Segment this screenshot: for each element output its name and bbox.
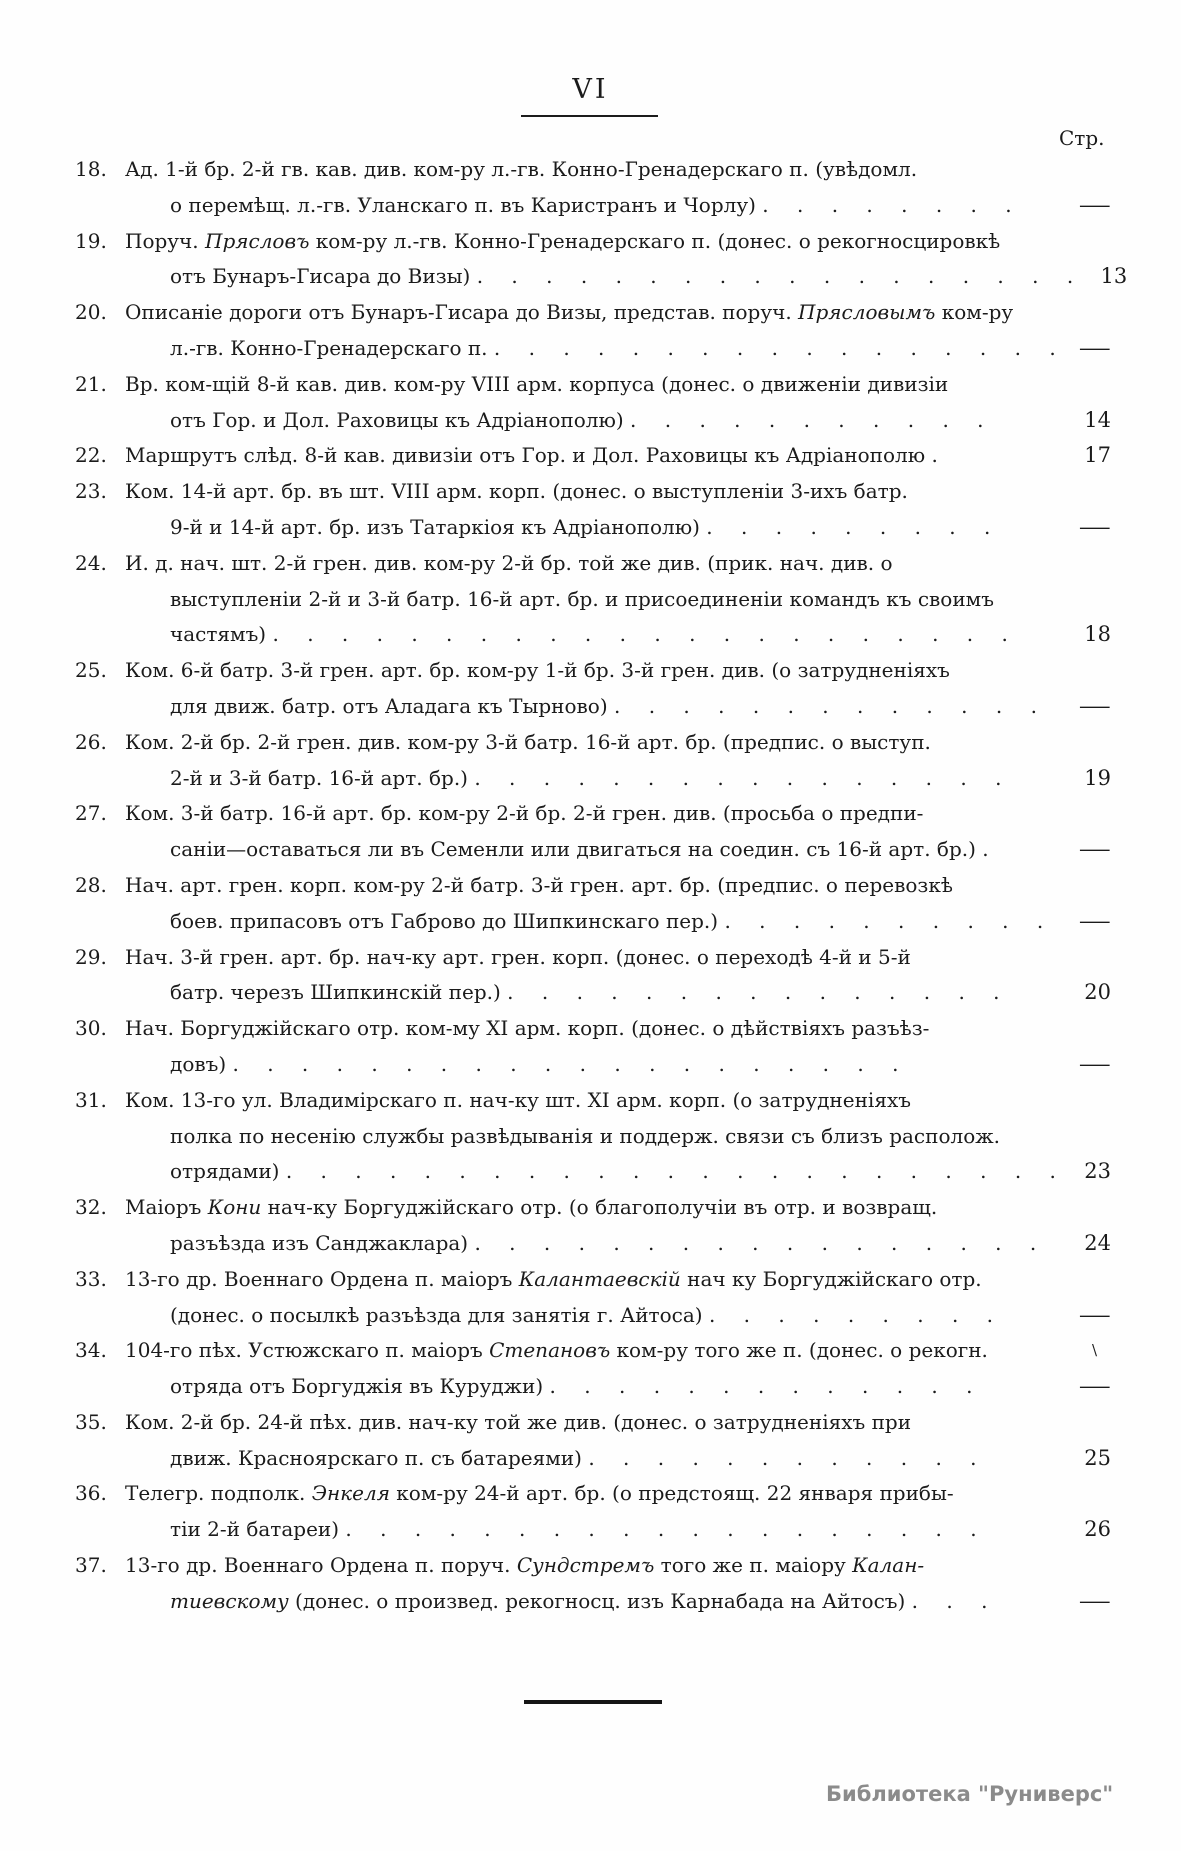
header-rule: [521, 115, 658, 117]
entry-text: [125, 224, 1073, 296]
entry-page: [1057, 1190, 1115, 1262]
entry-number: 25.: [75, 658, 107, 683]
entry-text: [125, 1011, 1057, 1083]
watermark: Библиотека "Руниверс": [826, 1782, 1114, 1806]
entry-line: [125, 868, 1057, 904]
text-segment: И. д. нач. шт. 2-й грен. див. ком-ру 2-й бр. той же див. (прик. нач. див. о: [125, 550, 893, 575]
entry-line: [125, 403, 1057, 439]
entry-line: [125, 796, 1057, 832]
entry-page: [1057, 1262, 1115, 1334]
entry-line: [125, 546, 1057, 582]
entry-page: [1057, 1548, 1115, 1620]
text-segment: Ком. 13-го ул. Владимірскаго п. нач-ку шт. XI арм. корп. (о затрудненіяхъ: [125, 1087, 911, 1112]
dot-leader: . . . . . . . . . . . . . . . . . . . . . .: [272, 622, 1008, 647]
text-segment: полка по несенію службы развѣдыванія и поддерж. связи съ близъ располож.: [170, 1123, 1001, 1148]
page-number: —: [1078, 693, 1111, 718]
text-segment: ком-ру 24-й арт. бр. (о предстоящ. 22 января прибы-: [389, 1481, 954, 1506]
entry-text: [125, 1405, 1057, 1477]
entry-line: [125, 1512, 1057, 1548]
text-segment: Ком. 14-й арт. бр. въ шт. VIII арм. корп. (донес. о выступленіи 3-ихъ батр.: [125, 479, 908, 504]
entry-number: 30.: [75, 1016, 107, 1041]
entry-page: [1057, 1405, 1115, 1477]
italic-name: Прясловъ: [205, 228, 310, 253]
entry-line: [125, 1548, 1057, 1584]
text-segment: Маршрутъ слѣд. 8-й кав. дивизіи отъ Гор. и Дол. Раховицы къ Адріанополю .: [125, 443, 938, 468]
entry-line: [125, 1226, 1057, 1262]
entry-line: [125, 832, 1057, 868]
entry-number: 27.: [75, 801, 107, 826]
dot-leader: . . . . . . . . . . . . . . .: [507, 980, 1000, 1005]
entry-page: [1057, 725, 1115, 797]
entry-line: [125, 1298, 1057, 1334]
entry-line: [125, 259, 1073, 295]
entry-text: [125, 1548, 1057, 1620]
entry-number: 28.: [75, 872, 107, 897]
entry-number: 23.: [75, 479, 107, 504]
entry-line: [125, 1584, 1057, 1620]
entry-line: [125, 653, 1057, 689]
entry-line: [125, 975, 1057, 1011]
dot-leader: . . . . . . . . . . . . . . . . . .: [476, 264, 1074, 289]
page-number: 23: [1084, 1159, 1111, 1184]
entry-line: [125, 1262, 1057, 1298]
entry-page: [1057, 796, 1115, 868]
page-number: —: [1078, 1302, 1111, 1327]
dot-leader: . . . . . . . . . . . . .: [614, 693, 1037, 718]
text-segment: ком-ру л.-гв. Конно-Гренадерскаго п. (донес. о рекогносцировкѣ: [309, 228, 1001, 253]
page-number: —: [1078, 908, 1111, 933]
text-segment: ком-ру того же п. (донес. о рекогн.: [610, 1338, 988, 1363]
text-segment: Ад. 1-й бр. 2-й гв. кав. див. ком-ру л.-гв. Конно-Гренадерскаго п. (увѣдомл.: [125, 157, 918, 181]
dot-leader: . . . . . . . . . . . . . . . .: [474, 765, 1002, 790]
text-segment: довъ): [170, 1051, 233, 1076]
text-segment: движ. Красноярскаго п. съ батареями): [170, 1445, 589, 1470]
toc-entry: [75, 1262, 1115, 1334]
entry-line: [125, 510, 1057, 546]
entry-text: [125, 796, 1057, 868]
entry-number: 37.: [75, 1553, 107, 1578]
entry-line: [125, 725, 1057, 761]
entry-line: [125, 1154, 1057, 1190]
entry-text: [125, 1190, 1057, 1262]
text-segment: 2-й и 3-й батр. 16-й арт. бр.): [170, 765, 475, 790]
toc-entry: [75, 796, 1115, 868]
italic-name: Кони: [207, 1195, 262, 1220]
entry-text: [125, 1262, 1057, 1334]
entry-page: [1057, 868, 1115, 940]
dot-leader: . . . . . . . . . .: [724, 908, 1044, 933]
dot-leader: . . . . . . . . . . . . . . . . . . . . . . .: [285, 1159, 1056, 1184]
entry-page: [1057, 653, 1115, 725]
stray-mark: \: [1091, 1341, 1097, 1360]
entry-text: [125, 868, 1057, 940]
entry-text: [125, 438, 1057, 474]
entry-line: [125, 1476, 1057, 1512]
page-number: —: [1078, 514, 1111, 539]
entry-text: [125, 152, 1057, 224]
page-number: 19: [1084, 765, 1111, 790]
entry-page: [1057, 1083, 1115, 1190]
toc-entry: [75, 367, 1115, 439]
text-segment: 104-го пѣх. Устюжскаго п. маіоръ: [125, 1338, 490, 1363]
italic-name: тиевскому: [170, 1588, 289, 1613]
text-segment: Телегр. подполк.: [125, 1481, 312, 1506]
text-segment: Описаніе дороги отъ Бунаръ-Гисара до Визы, представ. поруч.: [125, 300, 799, 325]
dot-leader: . . . . . . . . . . .: [630, 407, 984, 432]
dot-leader: . . . . . . . . . . . . . . . . .: [493, 335, 1056, 360]
page-number: 17: [1084, 443, 1111, 468]
page-number: 18: [1084, 622, 1111, 647]
entry-text: [125, 1476, 1057, 1548]
text-segment: частямъ): [170, 622, 273, 647]
text-segment: того же п. маіору: [654, 1553, 853, 1578]
toc-entry: [75, 1190, 1115, 1262]
text-segment: Вр. ком-щій 8-й кав. див. ком-ру VIII арм. корпуса (донес. о движеніи дивизіи: [125, 371, 949, 396]
text-segment: Ком. 2-й бр. 2-й грен. див. ком-ру 3-й батр. 16-й арт. бр. (предпис. о выступ.: [125, 729, 931, 754]
dot-leader: . . . . . . . . .: [708, 1302, 994, 1327]
entry-line: [125, 761, 1057, 797]
entry-page: [1057, 367, 1115, 439]
entry-number: 29.: [75, 944, 107, 969]
page-number: —: [1078, 1588, 1111, 1613]
dot-leader: . . . . . . . . . . . . .: [549, 1374, 973, 1399]
text-segment: отъ Гор. и Дол. Раховицы къ Адріанополю): [170, 407, 631, 432]
toc-entry: [75, 1011, 1115, 1083]
entry-page: [1073, 224, 1131, 296]
entry-line: [125, 689, 1057, 725]
toc-entry: [75, 1083, 1115, 1190]
dot-leader: . . . . . . . . . . . . . . . . .: [474, 1230, 1037, 1255]
text-segment: л.-гв. Конно-Гренадерскаго п.: [170, 335, 494, 360]
entry-number: 22.: [75, 443, 107, 468]
entry-line: [125, 1119, 1057, 1155]
entry-line: [125, 582, 1057, 618]
text-segment: Нач. 3-й грен. арт. бр. нач-ку арт. грен. корп. (донес. о переходѣ 4-й и 5-й: [125, 944, 911, 969]
entry-line: [125, 331, 1057, 367]
entry-page: [1057, 1476, 1115, 1548]
text-segment: Маіоръ: [125, 1195, 208, 1220]
entry-line: [125, 152, 1057, 188]
toc-entry: [75, 152, 1115, 224]
text-segment: 9-й и 14-й арт. бр. изъ Татаркіоя къ Адріанополю): [170, 514, 707, 539]
text-segment: 13-го др. Военнаго Ордена п. поруч.: [125, 1553, 517, 1578]
text-segment: саніи—оставаться ли въ Семенли или двигаться на соедин. съ 16-й арт. бр.) .: [170, 837, 989, 862]
entry-number: 26.: [75, 729, 107, 754]
entry-line: [125, 617, 1057, 653]
entry-page: [1057, 438, 1115, 474]
toc-entry: [75, 438, 1115, 474]
entry-number: 32.: [75, 1195, 107, 1220]
entry-text: [125, 295, 1057, 367]
toc-list: [75, 152, 1128, 1620]
entry-line: [125, 295, 1057, 331]
page-number: —: [1078, 1374, 1111, 1399]
entry-number: 20.: [75, 300, 107, 325]
entry-page: [1057, 546, 1115, 653]
entry-line: [125, 367, 1057, 403]
toc-entry: [75, 868, 1115, 940]
text-segment: Ком. 6-й батр. 3-й грен. арт. бр. ком-ру 1-й бр. 3-й грен. див. (о затрудненіяхъ: [125, 658, 950, 683]
entry-page: [1057, 1333, 1115, 1405]
toc-entry: [75, 1476, 1115, 1548]
entry-page: [1057, 1011, 1115, 1083]
text-segment: о перемѣщ. л.-гв. Уланскаго п. въ Каристранъ и Чорлу): [170, 192, 763, 217]
toc-entry: [75, 653, 1115, 725]
text-segment: боев. припасовъ отъ Габрово до Шипкинскаго пер.): [170, 908, 725, 933]
text-segment: разъѣзда изъ Санджаклара): [170, 1230, 475, 1255]
dot-leader: . . . . . . . . . . . . . . . . . . .: [345, 1517, 977, 1542]
text-segment: отъ Бунаръ-Гисара до Визы): [170, 264, 477, 289]
text-segment: нач-ку Боргуджійскаго отр. (о благополучіи въ отр. и возвращ.: [261, 1195, 938, 1220]
text-segment: Ком. 2-й бр. 24-й пѣх. див. нач-ку той же див. (донес. о затрудненіяхъ при: [125, 1409, 912, 1434]
text-segment: Нач. Боргуджійскаго отр. ком-му XI арм. корп. (донес. о дѣйствіяхъ разъѣз-: [125, 1016, 930, 1041]
page-column-label: Стр.: [1059, 126, 1105, 150]
toc-entry: [75, 1405, 1115, 1477]
entry-number: 21.: [75, 371, 107, 396]
entry-text: [125, 367, 1057, 439]
entry-number: 19.: [75, 228, 107, 253]
toc-entry: [75, 725, 1115, 797]
page-number: 20: [1084, 980, 1111, 1005]
entry-number: 33.: [75, 1266, 107, 1291]
entry-number: 31.: [75, 1087, 107, 1112]
entry-line: [125, 1441, 1057, 1477]
italic-name: Прясловымъ: [798, 300, 936, 325]
entry-text: [125, 1333, 1057, 1405]
entry-number: 34.: [75, 1338, 107, 1363]
entry-page: [1057, 295, 1115, 367]
text-segment: выступленіи 2-й и 3-й батр. 16-й арт. бр. и присоединеніи командъ къ своимъ: [170, 586, 994, 611]
toc-entry: [75, 474, 1115, 546]
entry-number: 35.: [75, 1409, 107, 1434]
italic-name: Сундстремъ: [516, 1553, 655, 1578]
footer-rule: [524, 1700, 662, 1704]
text-segment: батр. черезъ Шипкинскій пер.): [170, 980, 508, 1005]
text-segment: отрядами): [170, 1159, 286, 1184]
page-number: 24: [1084, 1230, 1111, 1255]
toc-entry: [75, 295, 1115, 367]
page-number: 14: [1084, 407, 1111, 432]
entry-text: [125, 546, 1057, 653]
text-segment: для движ. батр. отъ Аладага къ Тырново): [170, 693, 614, 718]
text-segment: Поруч.: [125, 228, 205, 253]
entry-line: [125, 474, 1057, 510]
page-number: 26: [1084, 1517, 1111, 1542]
roman-numeral: VI: [572, 74, 609, 105]
entry-line: [125, 1333, 1057, 1369]
entry-line: [125, 1369, 1057, 1405]
entry-line: [125, 188, 1057, 224]
toc-entry: [75, 1333, 1115, 1405]
page-number: 25: [1084, 1445, 1111, 1470]
page-number: 13: [1100, 264, 1128, 289]
entry-number: 36.: [75, 1481, 107, 1506]
entry-number: 24.: [75, 550, 107, 575]
dot-leader: . . .: [911, 1588, 988, 1613]
text-segment: Ком. 3-й батр. 16-й арт. бр. ком-ру 2-й бр. 2-й грен. див. (просьба о предпи-: [125, 801, 924, 826]
text-segment: ком-ру: [935, 300, 1014, 325]
toc-entry: [75, 224, 1128, 296]
entry-line: [125, 438, 1057, 474]
entry-line: [125, 1047, 1057, 1083]
text-segment: нач ку Боргуджійскаго отр.: [680, 1266, 982, 1291]
italic-name: Калан-: [852, 1553, 925, 1578]
text-segment: Нач. арт. грен. корп. ком-ру 2-й батр. 3-й грен. арт. бр. (предпис. о перевозкѣ: [125, 872, 953, 897]
entry-line: [125, 940, 1057, 976]
toc-entry: [75, 546, 1115, 653]
dot-leader: . . . . . . . . .: [706, 514, 991, 539]
entry-line: [125, 1405, 1057, 1441]
page-number: —: [1078, 192, 1111, 217]
page-number: —: [1078, 335, 1111, 360]
entry-line: [125, 1083, 1057, 1119]
entry-text: [125, 474, 1057, 546]
entry-text: [125, 940, 1057, 1012]
italic-name: Степановъ: [489, 1338, 611, 1363]
page-number: —: [1078, 1051, 1111, 1076]
entry-page: [1057, 940, 1115, 1012]
page-number: —: [1078, 837, 1111, 862]
toc-entry: [75, 1548, 1115, 1620]
entry-text: [125, 653, 1057, 725]
text-segment: (донес. о посылкѣ разъѣзда для занятія г. Айтоса): [170, 1302, 709, 1327]
text-segment: отряда отъ Боргуджія въ Куруджи): [170, 1374, 550, 1399]
text-segment: 13-го др. Военнаго Ордена п. маіоръ: [125, 1266, 519, 1291]
dot-leader: . . . . . . . . . . . . . . . . . . . .: [232, 1051, 899, 1076]
italic-name: Энкеля: [311, 1481, 390, 1506]
entry-line: [125, 1011, 1057, 1047]
dot-leader: . . . . . . . . . . . .: [588, 1445, 977, 1470]
text-segment: (донес. о произвед. рекогносц. изъ Карнабада на Айтосъ): [288, 1588, 912, 1613]
text-segment: тіи 2-й батареи): [170, 1517, 346, 1542]
toc-entry: [75, 940, 1115, 1012]
italic-name: Калантаевскій: [518, 1266, 681, 1291]
entry-text: [125, 725, 1057, 797]
dot-leader: . . . . . . . .: [762, 192, 1012, 217]
entry-text: [125, 1083, 1057, 1190]
entry-number: 18.: [75, 157, 107, 181]
entry-line: [125, 224, 1073, 260]
entry-line: [125, 1190, 1057, 1226]
entry-line: [125, 904, 1057, 940]
entry-page: [1057, 152, 1115, 224]
entry-page: [1057, 474, 1115, 546]
